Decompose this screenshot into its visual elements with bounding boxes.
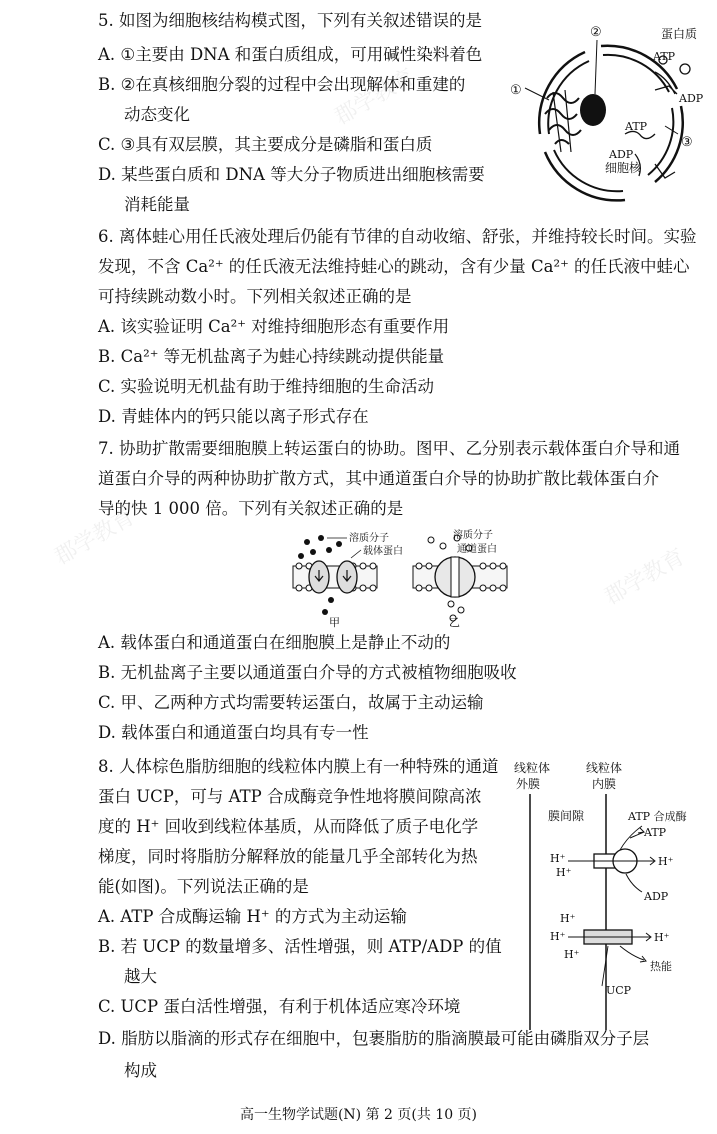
label-h-3: H⁺ [658,855,674,868]
q8-stem-line-5: 能(如图)。下列说法正确的是 [98,877,309,896]
q8-option-d-cont: 构成 [124,1061,157,1080]
label-inner-membrane-1: 线粒体 [586,761,623,775]
label-3: ③ [681,135,693,150]
q7-stem-line-1: 7. 协助扩散需要细胞膜上转运蛋白的协助。图甲、乙分别表示载体蛋白介导和通 [98,439,680,458]
label-outer-membrane-2: 外膜 [516,777,541,791]
page-footer: 高一生物学试题(N) 第 2 页(共 10 页) [239,1107,478,1123]
label-solute-yi: 溶质分子 [453,530,493,541]
q5-option-b-cont: 动态变化 [124,105,190,124]
nucleus-structure-figure [505,14,710,214]
q8-option-d: D. 脂肪以脂滴的形式存在细胞中，包裹脂肪的脂滴膜最可能由磷脂双分子层 [98,1029,650,1048]
q7-stem-line-3: 导的快 1 000 倍。下列有关叙述正确的是 [98,499,404,518]
label-h-6: H⁺ [564,948,580,961]
q5-option-d: D. 某些蛋白质和 DNA 等大分子物质进出细胞核需要 [98,165,485,184]
q5-option-d-cont: 消耗能量 [124,195,190,214]
label-h-1: H⁺ [550,852,566,865]
q5-option-a: A. ①主要由 DNA 和蛋白质组成，可用碱性染料着色 [98,45,483,64]
q8-stem-line-1: 8. 人体棕色脂肪细胞的线粒体内膜上有一种特殊的通道 [98,757,499,776]
label-h-4: H⁺ [560,912,576,925]
watermark: 郡学教育 [50,504,140,571]
q6-option-b: B. Ca²⁺ 等无机盐离子为蛙心持续跳动提供能量 [98,347,445,366]
label-adp-bottom: ADP [609,148,634,161]
label-jia: 甲 [329,616,340,628]
q8-option-a: A. ATP 合成酶运输 H⁺ 的方式为主动运输 [98,907,407,926]
label-atp-top: ATP [653,50,676,63]
label-h-5: H⁺ [550,930,566,943]
label-inner-membrane-2: 内膜 [592,777,617,791]
nucleolus [580,94,606,126]
q8-stem-line-4: 梯度，同时将脂肪分解释放的能量几乎全部转化为热 [98,847,478,866]
label-intermembrane-space: 膜间隙 [548,809,585,823]
label-ucp: UCP [606,984,632,997]
label-adp: ADP [644,890,669,903]
q6-option-a: A. 该实验证明 Ca²⁺ 对维持细胞形态有重要作用 [98,317,450,336]
watermark: 郡学教育 [330,64,420,131]
label-atp-synthase: ATP 合成酶 [628,810,687,823]
q5-option-b: B. ②在真核细胞分裂的过程中会出现解体和重建的 [98,75,466,94]
label-heat: 热能 [650,960,672,973]
q8-stem-line-3: 度的 H⁺ 回收到线粒体基质，从而降低了质子电化学 [98,817,479,836]
q5-stem: 5. 如图为细胞核结构模式图，下列有关叙述错误的是 [98,11,482,30]
label-yi: 乙 [449,616,460,628]
label-channel-protein: 通道蛋白 [457,544,497,555]
label-h-7: H⁺ [654,931,670,944]
q7-option-a: A. 载体蛋白和通道蛋白在细胞膜上是静止不动的 [98,633,451,652]
q6-option-d: D. 青蛙体内的钙只能以离子形式存在 [98,407,369,426]
q8-option-b-cont: 越大 [124,967,157,986]
q6-stem-line-2: 发现，不含 Ca²⁺ 的任氏液无法维持蛙心的跳动，含有少量 Ca²⁺ 的任氏液中蛙心 [98,257,690,276]
q5-option-c: C. ③具有双层膜，其主要成分是磷脂和蛋白质 [98,135,433,154]
q6-option-c: C. 实验说明无机盐有助于维持细胞的生命活动 [98,377,435,396]
q7-option-d: D. 载体蛋白和通道蛋白均具有专一性 [98,723,369,742]
label-carrier-protein: 载体蛋白 [363,546,403,557]
q7-stem-line-2: 道蛋白介导的两种协助扩散方式，其中通道蛋白介导的协助扩散比载体蛋白介 [98,469,659,488]
label-2: ② [590,25,602,40]
q7-option-c: C. 甲、乙两种方式均需要转运蛋白，故属于主动运输 [98,693,484,712]
q6-stem-line-3: 可持续跳动数小时。下列相关叙述正确的是 [98,287,412,306]
facilitated-diffusion-figure [285,528,515,628]
label-atp: ATP [644,826,667,839]
label-adp-top: ADP [679,92,704,105]
label-solute-jia: 溶质分子 [349,533,389,544]
watermark: 郡学教育 [600,544,690,611]
q7-option-b: B. 无机盐离子主要以通道蛋白介导的方式被植物细胞吸收 [98,663,517,682]
q8-option-c: C. UCP 蛋白活性增强，有利于机体适应寒冷环境 [98,997,461,1016]
label-1: ① [510,83,522,98]
mitochondria-ucp-figure [510,758,710,1030]
chromatin [545,93,581,144]
label-atp-bottom: ATP [625,120,648,133]
q6-stem-line-1: 6. 离体蛙心用任氏液处理后仍能有节律的自动收缩、舒张，并维持较长时间。实验 [98,227,697,246]
label-outer-membrane-1: 线粒体 [514,761,551,775]
label-h-2: H⁺ [556,866,572,879]
label-nucleus: 细胞核 [605,161,642,175]
q8-stem-line-2: 蛋白 UCP，可与 ATP 合成酶竞争性地将膜间隙高浓 [98,787,482,806]
q8-option-b: B. 若 UCP 的数量增多、活性增强，则 ATP/ADP 的值 [98,937,502,956]
label-protein: 蛋白质 [661,27,698,41]
